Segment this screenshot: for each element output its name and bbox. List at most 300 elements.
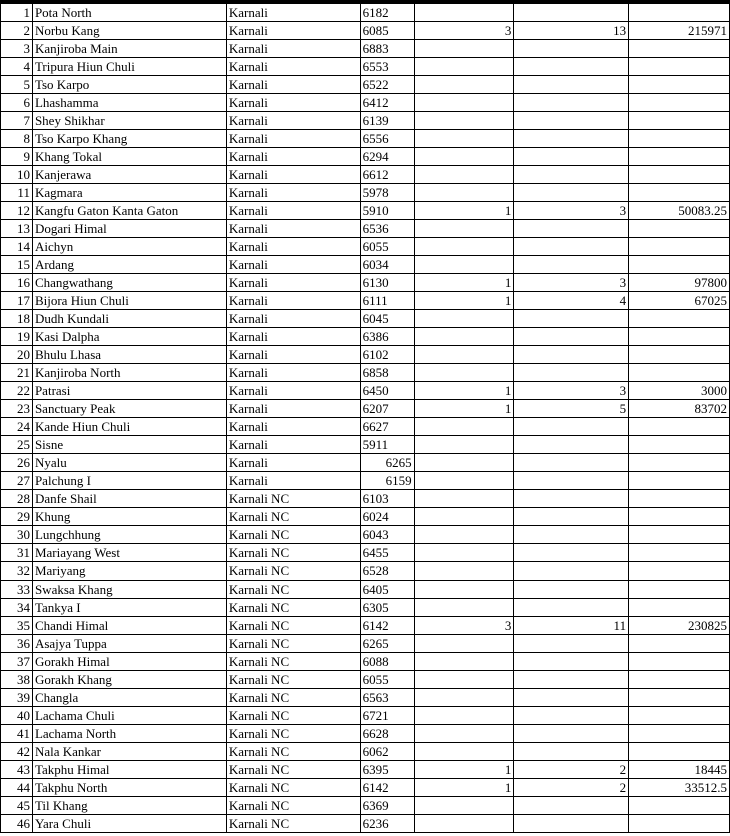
value-a-cell <box>414 544 514 562</box>
row-number-cell: 20 <box>1 346 33 364</box>
table-row <box>1 364 730 382</box>
peak-name-cell: Tankya I <box>32 598 226 616</box>
elevation-cell: 6858 <box>360 364 414 382</box>
region-name-cell: Karnali <box>226 256 360 274</box>
value-c-cell: 97800 <box>629 274 730 292</box>
elevation-cell: 6265 <box>360 634 414 652</box>
peak-name-cell: Kande Hiun Chuli <box>32 418 226 436</box>
value-a-cell <box>414 634 514 652</box>
value-c-cell: 50083.25 <box>629 202 730 220</box>
table-row <box>1 706 730 724</box>
value-c-cell <box>629 238 730 256</box>
value-a-cell <box>414 328 514 346</box>
value-b-cell <box>514 796 629 814</box>
value-b-cell <box>514 742 629 760</box>
elevation-cell: 5911 <box>360 436 414 454</box>
peak-name-cell: Swaksa Khang <box>32 580 226 598</box>
table-row <box>1 472 730 490</box>
elevation-cell: 6627 <box>360 418 414 436</box>
table-row <box>1 598 730 616</box>
value-a-cell <box>414 148 514 166</box>
value-a-cell <box>414 418 514 436</box>
row-number-cell: 34 <box>1 598 33 616</box>
value-b-cell: 5 <box>514 400 629 418</box>
region-name-cell: Karnali <box>226 4 360 22</box>
region-name-cell: Karnali NC <box>226 580 360 598</box>
peak-name-cell: Sisne <box>32 436 226 454</box>
row-number-cell: 45 <box>1 796 33 814</box>
value-b-cell <box>514 220 629 238</box>
value-c-cell <box>629 58 730 76</box>
peak-name-cell: Chandi Himal <box>32 616 226 634</box>
elevation-cell: 6721 <box>360 706 414 724</box>
peak-name-cell: Khang Tokal <box>32 148 226 166</box>
elevation-cell: 6024 <box>360 508 414 526</box>
peak-name-cell: Mariayang West <box>32 544 226 562</box>
value-c-cell: 230825 <box>629 616 730 634</box>
peak-name-cell: Patrasi <box>32 382 226 400</box>
peak-name-cell: Lachama North <box>32 724 226 742</box>
value-b-cell <box>514 94 629 112</box>
elevation-cell: 6369 <box>360 796 414 814</box>
value-c-cell <box>629 814 730 832</box>
table-row <box>1 670 730 688</box>
region-name-cell: Karnali NC <box>226 616 360 634</box>
table-row <box>1 490 730 508</box>
region-name-cell: Karnali <box>226 58 360 76</box>
table-row <box>1 724 730 742</box>
value-c-cell: 215971 <box>629 22 730 40</box>
elevation-cell: 6207 <box>360 400 414 418</box>
value-b-cell <box>514 490 629 508</box>
peak-name-cell: Asajya Tuppa <box>32 634 226 652</box>
region-name-cell: Karnali <box>226 310 360 328</box>
value-c-cell <box>629 688 730 706</box>
row-number-cell: 16 <box>1 274 33 292</box>
peak-name-cell: Dudh Kundali <box>32 310 226 328</box>
table-row <box>1 778 730 796</box>
value-c-cell <box>629 256 730 274</box>
value-a-cell <box>414 742 514 760</box>
row-number-cell: 2 <box>1 22 33 40</box>
region-name-cell: Karnali <box>226 220 360 238</box>
elevation-cell: 6159 <box>360 472 414 490</box>
row-number-cell: 30 <box>1 526 33 544</box>
value-a-cell <box>414 562 514 580</box>
region-name-cell: Karnali <box>226 382 360 400</box>
region-name-cell: Karnali <box>226 274 360 292</box>
table-row <box>1 130 730 148</box>
peak-name-cell: Norbu Kang <box>32 22 226 40</box>
value-a-cell: 1 <box>414 274 514 292</box>
elevation-cell: 6628 <box>360 724 414 742</box>
value-c-cell <box>629 526 730 544</box>
region-name-cell: Karnali NC <box>226 760 360 778</box>
value-b-cell: 3 <box>514 274 629 292</box>
row-number-cell: 5 <box>1 76 33 94</box>
peak-name-cell: Tripura Hiun Chuli <box>32 58 226 76</box>
value-c-cell <box>629 472 730 490</box>
peak-name-cell: Yara Chuli <box>32 814 226 832</box>
value-b-cell <box>514 670 629 688</box>
elevation-cell: 6405 <box>360 580 414 598</box>
value-c-cell <box>629 130 730 148</box>
elevation-cell: 6045 <box>360 310 414 328</box>
value-c-cell <box>629 328 730 346</box>
value-a-cell <box>414 436 514 454</box>
value-b-cell <box>514 346 629 364</box>
elevation-cell: 6395 <box>360 760 414 778</box>
table-body <box>1 4 730 833</box>
value-c-cell: 18445 <box>629 760 730 778</box>
value-a-cell: 1 <box>414 292 514 310</box>
peaks-table <box>0 3 730 833</box>
value-c-cell <box>629 4 730 22</box>
table-row <box>1 436 730 454</box>
row-number-cell: 32 <box>1 562 33 580</box>
table-row <box>1 382 730 400</box>
table-row <box>1 418 730 436</box>
value-a-cell <box>414 796 514 814</box>
row-number-cell: 23 <box>1 400 33 418</box>
row-number-cell: 17 <box>1 292 33 310</box>
elevation-cell: 6612 <box>360 166 414 184</box>
region-name-cell: Karnali NC <box>226 796 360 814</box>
region-name-cell: Karnali <box>226 76 360 94</box>
peak-name-cell: Bijora Hiun Chuli <box>32 292 226 310</box>
value-b-cell <box>514 256 629 274</box>
elevation-cell: 6305 <box>360 598 414 616</box>
row-number-cell: 22 <box>1 382 33 400</box>
table-row <box>1 814 730 832</box>
region-name-cell: Karnali <box>226 184 360 202</box>
peak-name-cell: Lachama Chuli <box>32 706 226 724</box>
value-c-cell <box>629 310 730 328</box>
elevation-cell: 6043 <box>360 526 414 544</box>
elevation-cell: 6182 <box>360 4 414 22</box>
row-number-cell: 7 <box>1 112 33 130</box>
peak-name-cell: Khung <box>32 508 226 526</box>
region-name-cell: Karnali NC <box>226 706 360 724</box>
region-name-cell: Karnali NC <box>226 562 360 580</box>
table-row <box>1 4 730 22</box>
elevation-cell: 6536 <box>360 220 414 238</box>
peak-name-cell: Takphu North <box>32 778 226 796</box>
row-number-cell: 8 <box>1 130 33 148</box>
peak-name-cell: Tso Karpo <box>32 76 226 94</box>
row-number-cell: 9 <box>1 148 33 166</box>
peak-name-cell: Gorakh Himal <box>32 652 226 670</box>
region-name-cell: Karnali NC <box>226 724 360 742</box>
elevation-cell: 6563 <box>360 688 414 706</box>
value-c-cell <box>629 796 730 814</box>
table-row <box>1 526 730 544</box>
value-a-cell <box>414 166 514 184</box>
region-name-cell: Karnali NC <box>226 670 360 688</box>
elevation-cell: 6055 <box>360 670 414 688</box>
value-c-cell <box>629 706 730 724</box>
value-c-cell <box>629 580 730 598</box>
value-a-cell <box>414 310 514 328</box>
region-name-cell: Karnali <box>226 148 360 166</box>
elevation-cell: 6142 <box>360 616 414 634</box>
peak-name-cell: Nyalu <box>32 454 226 472</box>
region-name-cell: Karnali <box>226 112 360 130</box>
region-name-cell: Karnali <box>226 346 360 364</box>
value-a-cell: 1 <box>414 400 514 418</box>
table-row <box>1 202 730 220</box>
value-b-cell <box>514 166 629 184</box>
value-c-cell <box>629 490 730 508</box>
table-row <box>1 562 730 580</box>
table-row <box>1 742 730 760</box>
table-row <box>1 112 730 130</box>
elevation-cell: 6386 <box>360 328 414 346</box>
table-row <box>1 616 730 634</box>
value-b-cell <box>514 4 629 22</box>
elevation-cell: 6034 <box>360 256 414 274</box>
value-b-cell <box>514 580 629 598</box>
table-row <box>1 652 730 670</box>
row-number-cell: 25 <box>1 436 33 454</box>
elevation-cell: 6553 <box>360 58 414 76</box>
value-b-cell <box>514 562 629 580</box>
value-a-cell <box>414 220 514 238</box>
value-b-cell: 3 <box>514 202 629 220</box>
peak-name-cell: Danfe Shail <box>32 490 226 508</box>
value-b-cell <box>514 148 629 166</box>
value-c-cell <box>629 436 730 454</box>
value-a-cell <box>414 706 514 724</box>
value-b-cell <box>514 814 629 832</box>
row-number-cell: 46 <box>1 814 33 832</box>
value-b-cell: 13 <box>514 22 629 40</box>
row-number-cell: 1 <box>1 4 33 22</box>
value-c-cell <box>629 634 730 652</box>
value-c-cell <box>629 148 730 166</box>
row-number-cell: 33 <box>1 580 33 598</box>
peak-name-cell: Ardang <box>32 256 226 274</box>
elevation-cell: 6102 <box>360 346 414 364</box>
peak-name-cell: Kagmara <box>32 184 226 202</box>
region-name-cell: Karnali NC <box>226 742 360 760</box>
peak-name-cell: Kanjerawa <box>32 166 226 184</box>
value-a-cell <box>414 184 514 202</box>
value-c-cell <box>629 184 730 202</box>
elevation-cell: 6236 <box>360 814 414 832</box>
peak-name-cell: Kangfu Gaton Kanta Gaton <box>32 202 226 220</box>
value-c-cell <box>629 544 730 562</box>
region-name-cell: Karnali <box>226 238 360 256</box>
table-row <box>1 22 730 40</box>
elevation-cell: 6111 <box>360 292 414 310</box>
region-name-cell: Karnali NC <box>226 652 360 670</box>
row-number-cell: 10 <box>1 166 33 184</box>
region-name-cell: Karnali <box>226 130 360 148</box>
table-row <box>1 220 730 238</box>
row-number-cell: 11 <box>1 184 33 202</box>
region-name-cell: Karnali <box>226 472 360 490</box>
region-name-cell: Karnali <box>226 166 360 184</box>
value-b-cell <box>514 598 629 616</box>
row-number-cell: 39 <box>1 688 33 706</box>
table-row <box>1 688 730 706</box>
table-row <box>1 328 730 346</box>
elevation-cell: 6103 <box>360 490 414 508</box>
region-name-cell: Karnali NC <box>226 526 360 544</box>
value-a-cell <box>414 688 514 706</box>
elevation-cell: 6294 <box>360 148 414 166</box>
table-row <box>1 184 730 202</box>
row-number-cell: 3 <box>1 40 33 58</box>
value-c-cell <box>629 508 730 526</box>
value-b-cell: 2 <box>514 778 629 796</box>
region-name-cell: Karnali NC <box>226 508 360 526</box>
row-number-cell: 4 <box>1 58 33 76</box>
row-number-cell: 15 <box>1 256 33 274</box>
elevation-cell: 6528 <box>360 562 414 580</box>
value-a-cell: 1 <box>414 778 514 796</box>
region-name-cell: Karnali <box>226 400 360 418</box>
peak-name-cell: Lhashamma <box>32 94 226 112</box>
value-c-cell <box>629 166 730 184</box>
value-b-cell: 11 <box>514 616 629 634</box>
value-b-cell <box>514 508 629 526</box>
value-b-cell <box>514 112 629 130</box>
value-a-cell <box>414 58 514 76</box>
row-number-cell: 44 <box>1 778 33 796</box>
region-name-cell: Karnali <box>226 94 360 112</box>
value-b-cell <box>514 526 629 544</box>
value-c-cell <box>629 742 730 760</box>
value-b-cell: 3 <box>514 382 629 400</box>
row-number-cell: 43 <box>1 760 33 778</box>
region-name-cell: Karnali <box>226 454 360 472</box>
peak-name-cell: Kanjiroba Main <box>32 40 226 58</box>
value-b-cell <box>514 706 629 724</box>
row-number-cell: 42 <box>1 742 33 760</box>
value-a-cell: 1 <box>414 202 514 220</box>
value-c-cell <box>629 454 730 472</box>
value-a-cell <box>414 346 514 364</box>
value-b-cell <box>514 328 629 346</box>
elevation-cell: 6085 <box>360 22 414 40</box>
table-row <box>1 796 730 814</box>
table-row <box>1 454 730 472</box>
value-c-cell <box>629 112 730 130</box>
table-row <box>1 76 730 94</box>
row-number-cell: 37 <box>1 652 33 670</box>
table-row <box>1 256 730 274</box>
value-b-cell <box>514 130 629 148</box>
elevation-cell: 6130 <box>360 274 414 292</box>
table-row <box>1 400 730 418</box>
value-b-cell <box>514 652 629 670</box>
peak-name-cell: Lungchhung <box>32 526 226 544</box>
value-c-cell <box>629 562 730 580</box>
row-number-cell: 6 <box>1 94 33 112</box>
row-number-cell: 26 <box>1 454 33 472</box>
elevation-cell: 6883 <box>360 40 414 58</box>
row-number-cell: 27 <box>1 472 33 490</box>
value-c-cell <box>629 346 730 364</box>
elevation-cell: 6450 <box>360 382 414 400</box>
elevation-cell: 6088 <box>360 652 414 670</box>
row-number-cell: 40 <box>1 706 33 724</box>
value-a-cell <box>414 40 514 58</box>
table-row <box>1 634 730 652</box>
value-a-cell: 1 <box>414 382 514 400</box>
row-number-cell: 41 <box>1 724 33 742</box>
peak-name-cell: Nala Kankar <box>32 742 226 760</box>
value-c-cell <box>629 76 730 94</box>
row-number-cell: 18 <box>1 310 33 328</box>
region-name-cell: Karnali <box>226 22 360 40</box>
region-name-cell: Karnali NC <box>226 598 360 616</box>
value-b-cell <box>514 436 629 454</box>
value-b-cell: 4 <box>514 292 629 310</box>
region-name-cell: Karnali NC <box>226 688 360 706</box>
value-b-cell <box>514 76 629 94</box>
row-number-cell: 12 <box>1 202 33 220</box>
value-a-cell <box>414 112 514 130</box>
value-c-cell: 3000 <box>629 382 730 400</box>
region-name-cell: Karnali NC <box>226 490 360 508</box>
elevation-cell: 6522 <box>360 76 414 94</box>
peak-name-cell: Gorakh Khang <box>32 670 226 688</box>
peak-name-cell: Til Khang <box>32 796 226 814</box>
value-a-cell <box>414 670 514 688</box>
peak-name-cell: Changla <box>32 688 226 706</box>
elevation-cell: 6142 <box>360 778 414 796</box>
value-b-cell <box>514 688 629 706</box>
region-name-cell: Karnali <box>226 292 360 310</box>
elevation-cell: 5978 <box>360 184 414 202</box>
table-row <box>1 58 730 76</box>
elevation-cell: 6455 <box>360 544 414 562</box>
region-name-cell: Karnali <box>226 436 360 454</box>
value-c-cell <box>629 418 730 436</box>
row-number-cell: 36 <box>1 634 33 652</box>
peak-name-cell: Kanjiroba North <box>32 364 226 382</box>
value-b-cell <box>514 310 629 328</box>
table-row <box>1 580 730 598</box>
value-a-cell <box>414 814 514 832</box>
value-a-cell <box>414 508 514 526</box>
peak-name-cell: Shey Shikhar <box>32 112 226 130</box>
value-a-cell: 3 <box>414 22 514 40</box>
value-a-cell: 3 <box>414 616 514 634</box>
value-a-cell <box>414 364 514 382</box>
row-number-cell: 19 <box>1 328 33 346</box>
peak-name-cell: Sanctuary Peak <box>32 400 226 418</box>
row-number-cell: 38 <box>1 670 33 688</box>
table-row <box>1 166 730 184</box>
peak-name-cell: Tso Karpo Khang <box>32 130 226 148</box>
elevation-cell: 5910 <box>360 202 414 220</box>
value-a-cell <box>414 526 514 544</box>
region-name-cell: Karnali <box>226 418 360 436</box>
value-c-cell <box>629 598 730 616</box>
peak-name-cell: Changwathang <box>32 274 226 292</box>
row-number-cell: 29 <box>1 508 33 526</box>
elevation-cell: 6556 <box>360 130 414 148</box>
row-number-cell: 24 <box>1 418 33 436</box>
value-c-cell <box>629 364 730 382</box>
value-a-cell <box>414 130 514 148</box>
value-a-cell <box>414 76 514 94</box>
row-number-cell: 28 <box>1 490 33 508</box>
